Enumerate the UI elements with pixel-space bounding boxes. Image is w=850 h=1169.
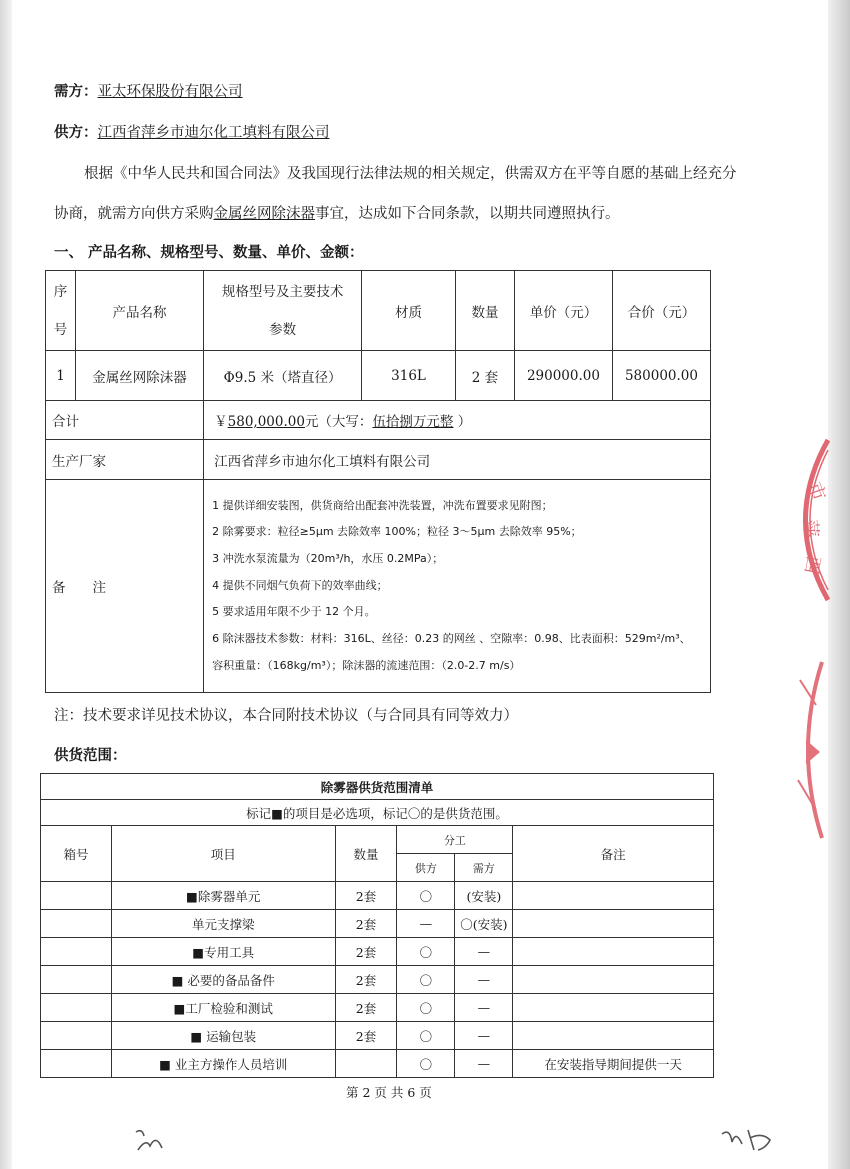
- remark-item: 5 要求适用年限不少于 12 个月。: [212, 605, 376, 619]
- scope-box: [41, 994, 112, 1022]
- supplier-name: 江西省萍乡市迪尔化工填料有限公司: [97, 125, 330, 141]
- header-qty: 数量: [456, 271, 515, 351]
- header-supplier: 供方: [397, 854, 455, 882]
- scope-supplier: 〇: [397, 994, 455, 1022]
- supplier-label: 供方：: [54, 124, 98, 141]
- cell-total-price: 580000.00: [612, 351, 710, 401]
- scope-qty: 2套: [335, 994, 397, 1022]
- header-buyer: 需方: [455, 854, 513, 882]
- scope-supplier: —: [397, 910, 455, 938]
- remarks-row: [46, 480, 711, 693]
- intro-line-2-b: 事宜，达成如下合同条款，以期共同遵照执行。: [315, 206, 620, 222]
- intro-product: 金属丝网除沫器: [213, 206, 315, 222]
- scope-qty: 2套: [335, 910, 397, 938]
- remark-item: 容积重量：（168kg/m³）；除沫器的流速范围：（2.0-2.7 m/s）: [212, 658, 521, 672]
- scope-supplier: 〇: [397, 938, 455, 966]
- scope-item: 单元支撑梁: [111, 910, 335, 938]
- buyer-line: [54, 80, 243, 101]
- scope-row: [41, 1022, 714, 1050]
- scope-remark: [513, 938, 714, 966]
- scope-buyer: 〇(安装): [455, 910, 513, 938]
- scope-buyer: —: [455, 938, 513, 966]
- scope-row: [41, 882, 714, 910]
- scope-row: [41, 1050, 714, 1078]
- scope-remark: [513, 882, 714, 910]
- header-spec: 规格型号及主要技术 参数: [204, 271, 362, 351]
- scope-item: ■ 业主方操作人员培训: [111, 1050, 335, 1078]
- total-value: ￥580,000.00元（大写：伍拾捌万元整 ）: [204, 401, 711, 440]
- scope-qty: 2套: [335, 966, 397, 994]
- product-row: [46, 351, 711, 401]
- remark-item: 4 提供不同烟气负荷下的效率曲线；: [212, 578, 388, 592]
- scope-item: ■除雾器单元: [111, 882, 335, 910]
- scope-subtitle-row: [41, 800, 714, 826]
- scope-remark: 在安装指导期间提供一天: [513, 1050, 714, 1078]
- scope-item: ■工厂检验和测试: [111, 994, 335, 1022]
- scope-buyer: —: [455, 966, 513, 994]
- scope-remark: [513, 994, 714, 1022]
- scope-box: [41, 1050, 112, 1078]
- cell-unit-price: 290000.00: [514, 351, 612, 401]
- maker-value: 江西省萍乡市迪尔化工填料有限公司: [204, 440, 711, 480]
- header-box: 箱号: [41, 826, 112, 882]
- contract-note: 注：技术要求详见技术协议，本合同附技术协议（与合同具有同等效力）: [54, 708, 518, 724]
- total-row: [46, 401, 711, 440]
- cell-material: 316L: [362, 351, 456, 401]
- header-total-price: 合价（元）: [612, 271, 710, 351]
- scope-item: ■ 运输包装: [111, 1022, 335, 1050]
- scope-supplier: 〇: [397, 1022, 455, 1050]
- maker-label: 生产厂家: [46, 440, 204, 480]
- product-header-row: [46, 271, 711, 351]
- intro-line-1: 根据《中华人民共和国合同法》及我国现行法律法规的相关规定，供需双方在平等自愿的基础上经充分: [84, 166, 737, 182]
- header-unit-price: 单价（元）: [514, 271, 612, 351]
- header-scope-qty: 数量: [335, 826, 397, 882]
- intro-line-2-a: 协商，就需方向供方采购: [54, 206, 214, 222]
- section1-title: 一、 产品名称、规格型号、数量、单价、金额：: [54, 244, 364, 261]
- svg-text:萍: 萍: [799, 518, 822, 539]
- header-name: 产品名称: [75, 271, 203, 351]
- scope-box: [41, 966, 112, 994]
- scope-box: [41, 910, 112, 938]
- scope-supplier: 〇: [397, 882, 455, 910]
- remark-item: 3 冲洗水泵流量为（20m³/h，水压 0.2MPa）；: [212, 551, 444, 565]
- page-edge-left: [0, 0, 12, 1169]
- scope-title-row: [41, 774, 714, 800]
- cell-qty: 2 套: [456, 351, 515, 401]
- cell-seq: 1: [46, 351, 76, 401]
- scope-buyer: —: [455, 994, 513, 1022]
- remarks-label: 备 注: [46, 480, 204, 693]
- page-edge-right: [828, 0, 850, 1169]
- scope-buyer: —: [455, 1050, 513, 1078]
- remark-item: 6 除沫器技术参数：材料：316L、丝径：0.23 的网丝 、空隙率：0.98、比表面积：529m²/m³、: [212, 632, 691, 646]
- header-material: 材质: [362, 271, 456, 351]
- svg-text:市: 市: [803, 479, 830, 504]
- buyer-name: 亚太环保股份有限公司: [97, 84, 243, 100]
- scope-row: [41, 938, 714, 966]
- scope-table-title: 除雾器供货范围清单: [41, 774, 714, 800]
- scope-item: ■专用工具: [111, 938, 335, 966]
- scope-qty: 2套: [335, 1022, 397, 1050]
- supplier-line: [54, 121, 330, 142]
- scope-box: [41, 938, 112, 966]
- scope-remark: [513, 966, 714, 994]
- handwritten-signature-right: [718, 1124, 776, 1156]
- cell-name: 金属丝网除沫器: [75, 351, 203, 401]
- scope-box: [41, 1022, 112, 1050]
- header-remark: 备注: [513, 826, 714, 882]
- scope-item: ■ 必要的备品备件: [111, 966, 335, 994]
- scope-header-row: [41, 826, 714, 854]
- total-label: 合计: [46, 401, 204, 440]
- remark-item: 1 提供详细安装图，供货商给出配套冲洗装置，冲洗布置要求见附图；: [212, 498, 553, 512]
- buyer-label: 需方：: [54, 83, 98, 100]
- scope-buyer: (安装): [455, 882, 513, 910]
- header-item: 项目: [111, 826, 335, 882]
- scope-title: 供货范围：: [54, 747, 127, 764]
- svg-text:西: 西: [799, 554, 824, 576]
- scope-qty: 2套: [335, 882, 397, 910]
- scope-row: [41, 994, 714, 1022]
- scope-remark: [513, 910, 714, 938]
- remarks-list: [204, 480, 711, 693]
- company-seal-stamp: [778, 435, 830, 605]
- scope-table: [40, 773, 714, 1078]
- scope-qty: 2套: [335, 938, 397, 966]
- scope-qty: [335, 1050, 397, 1078]
- header-division: 分工: [397, 826, 513, 854]
- intro-line-2: [54, 202, 620, 223]
- scope-buyer: —: [455, 1022, 513, 1050]
- cell-spec: Φ9.5 米（塔直径）: [204, 351, 362, 401]
- page-footer: 第 2 页 共 6 页: [346, 1085, 432, 1100]
- remark-item: 2 除雾要求：粒径≥5μm 去除效率 100%；粒径 3～5μm 去除效率 95%；: [212, 525, 582, 539]
- scope-table-subtitle: 标记■的项目是必选项，标记〇的是供货范围。: [41, 800, 714, 826]
- maker-row: [46, 440, 711, 480]
- seam-seal-stamp: [786, 660, 826, 840]
- scope-box: [41, 882, 112, 910]
- handwritten-initial-left: [132, 1124, 166, 1154]
- scope-supplier: 〇: [397, 1050, 455, 1078]
- header-seq: 序 号: [46, 271, 76, 351]
- scope-row: [41, 910, 714, 938]
- product-table: [45, 270, 711, 693]
- scope-supplier: 〇: [397, 966, 455, 994]
- scope-remark: [513, 1022, 714, 1050]
- scope-row: [41, 966, 714, 994]
